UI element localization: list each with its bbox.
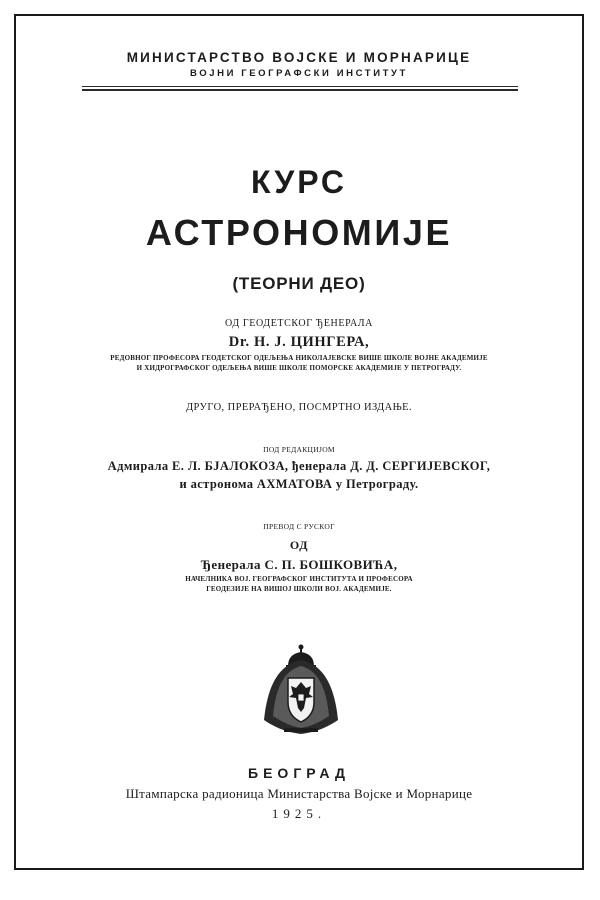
translation-label: ПРЕВОД С РУСКОГ: [263, 522, 335, 531]
editors-line-1: Адмирала Е. Л. БЈАЛОКОЗА, ђенерала Д. Д. СЕРГИЈЕВСКОГ,: [107, 459, 491, 473]
publisher-institute: ВОЈНИ ГЕОГРАФСКИ ИНСТИТУТ: [190, 68, 408, 79]
translator-name: Ђенерала С. П. БОШКОВИЋА,: [200, 557, 398, 572]
editors-line-2: и астронома АХМАТОВА у Петрограду.: [179, 477, 419, 491]
header-rule-thick: [82, 89, 518, 91]
author-name: Dr. Н. Ј. ЦИНГЕРА,: [228, 334, 370, 350]
book-subtitle: (ТЕОРНИ ДЕО): [232, 274, 366, 293]
author-prefix: ОД ГЕОДЕТСКОГ ЂЕНЕРАЛА: [225, 318, 373, 329]
publisher-ministry: МИНИСТАРСТВО ВОЈСКЕ И МОРНАРИЦЕ: [126, 50, 472, 65]
book-title-line-2: АСТРОНОМИЈЕ: [145, 212, 453, 253]
edition-note: ДРУГО, ПРЕРАЂЕНО, ПОСМРТНО ИЗДАЊЕ.: [185, 402, 412, 413]
author-affiliation-2: И ХИДРОГРАФСКОГ ОДЕЉЕЊА ВИШЕ ШКОЛЕ ПОМОРСКЕ АКАДЕМИЈЕ У ПЕТРОГРАДУ.: [136, 364, 462, 372]
imprint-printer: Штампарска радионица Министарства Војске и Морнарице: [125, 786, 473, 801]
title-page: [14, 14, 584, 870]
translator-title-2: ГЕОДЕЗИЈЕ НА ВИШОЈ ШКОЛИ ВОЈ. АКАДЕМИЈЕ.: [206, 585, 392, 593]
editorship-label: ПОД РЕДАКЦИЈОМ: [263, 445, 335, 454]
coat-of-arms-icon: [258, 642, 344, 736]
imprint-city: БЕОГРАД: [248, 765, 350, 781]
translator-title-1: НАЧЕЛНИКА ВОЈ. ГЕОГРАФСКОГ ИНСТИТУТА И ПРОФЕСОРА: [185, 575, 413, 583]
imprint-year: 1925.: [271, 806, 327, 821]
translation-from: ОД: [289, 538, 309, 552]
book-title-line-1: КУРС: [251, 164, 347, 200]
header-rule: [82, 86, 518, 87]
author-affiliation-1: РЕДОВНОГ ПРОФЕСОРА ГЕОДЕТСКОГ ОДЕЉЕЊА НИКОЛАЈЕВСКЕ ВИШЕ ШКОЛЕ ВОЈНЕ АКАДЕМИЈЕ: [110, 354, 488, 362]
